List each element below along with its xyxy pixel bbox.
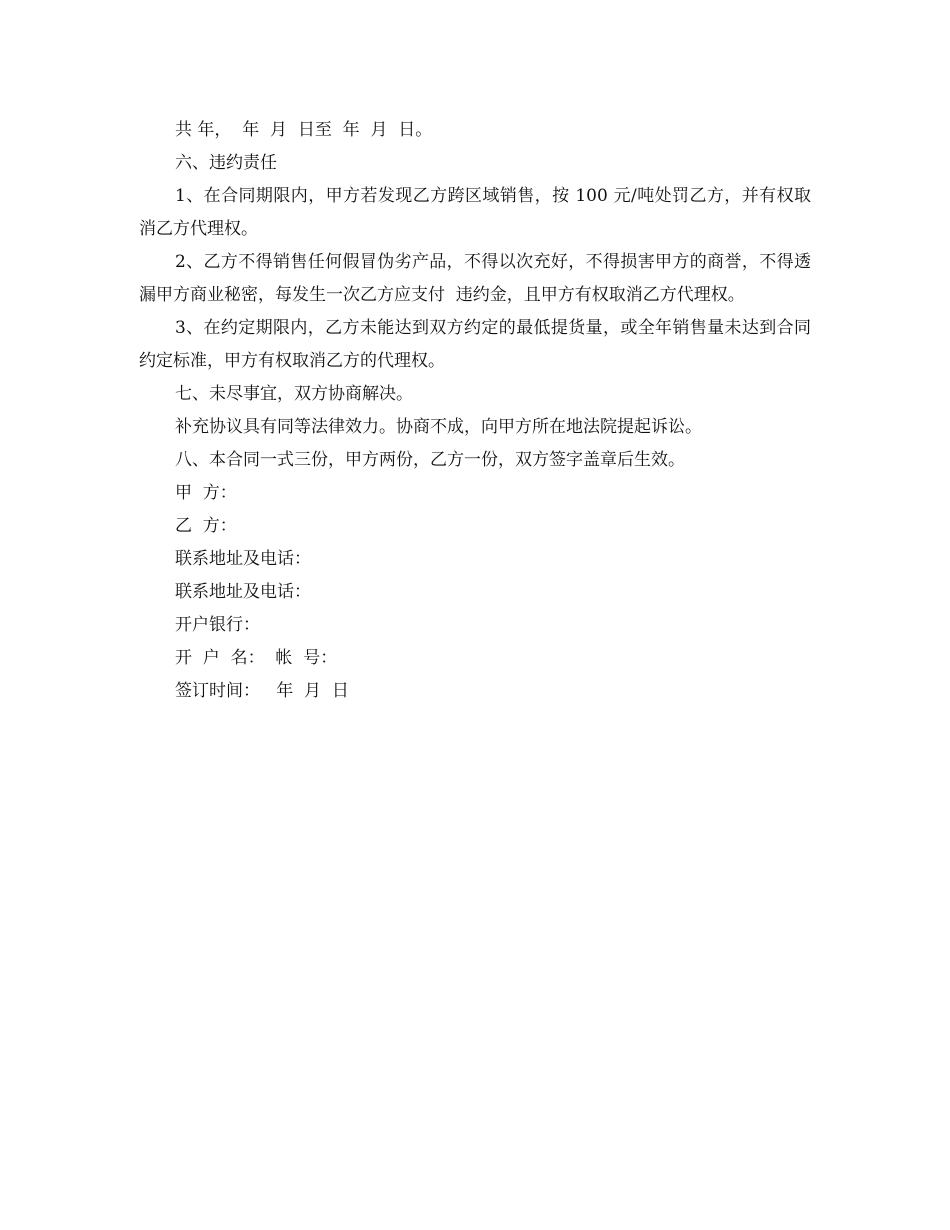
contact-address-phone-field: 联系地址及电话： — [175, 549, 311, 569]
party-b-field: 乙 方： — [175, 516, 237, 536]
contact-address-phone-field: 联系地址及电话： — [175, 582, 311, 602]
bank-field: 开户银行： — [175, 615, 260, 635]
document-body — [139, 114, 811, 708]
section-heading-breach-liability: 六、违约责任 — [175, 153, 277, 173]
term-period-line: 共 年， 年 月 日至 年 月 日。 — [175, 120, 433, 140]
clause-cross-region-sales: 1、在合同期限内，甲方若发现乙方跨区域销售，按 100 元/吨处罚乙方，并有权取消乙方代理权。 — [139, 186, 811, 239]
supplementary-agreement-line: 补充协议具有同等法律效力。协商不成，向甲方所在地法院提起诉讼。 — [175, 417, 702, 437]
clause-minimum-volume: 3、在约定期限内，乙方未能达到双方约定的最低提货量，或全年销售量未达到合同约定标准，甲方有权取消乙方的代理权。 — [139, 318, 811, 371]
section-heading-unresolved-matters: 七、未尽事宜，双方协商解决。 — [175, 384, 413, 404]
account-name-number-field: 开 户 名： 帐 号： — [175, 648, 338, 668]
signing-date-field: 签订时间： 年 月 日 — [175, 681, 349, 701]
clause-counterfeit-products: 2、乙方不得销售任何假冒伪劣产品，不得以次充好，不得损害甲方的商誉，不得透漏甲方商业秘密，每发生一次乙方应支付 违约金，且甲方有权取消乙方代理权。 — [139, 252, 811, 305]
party-a-field: 甲 方： — [175, 483, 237, 503]
section-heading-copies: 八、本合同一式三份，甲方两份，乙方一份，双方签字盖章后生效。 — [175, 450, 685, 470]
